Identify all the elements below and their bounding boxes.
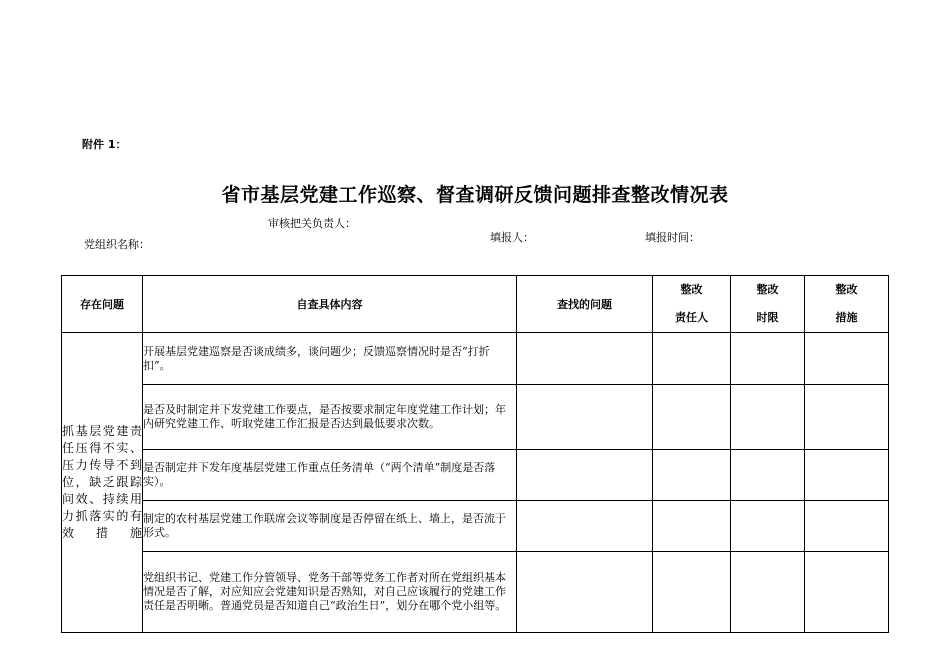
measures-cell[interactable]	[805, 450, 889, 501]
attachment-label: 附件 1：	[82, 138, 127, 151]
header-deadline-line1: 整改	[756, 283, 779, 296]
found-cell[interactable]	[517, 450, 653, 501]
filler-label: 填报人：	[490, 231, 534, 244]
content-cell: 党组织书记、党建工作分管领导、党务干部等党务工作者对所在党组织基本情况是否了解，对应知应会党建知识是否熟知，对自己应该履行的党建工作责任是否明晰。普通党员是否知道自己“政治生日”，划分在哪个党小组等。	[143, 552, 517, 633]
organization-label: 党组织名称：	[84, 238, 150, 251]
deadline-cell[interactable]	[731, 552, 805, 633]
responsible-cell[interactable]	[653, 450, 731, 501]
found-cell[interactable]	[517, 333, 653, 385]
header-deadline-line2: 时限	[756, 311, 779, 324]
header-issue: 存在问题	[62, 276, 143, 333]
measures-cell[interactable]	[805, 385, 889, 450]
fill-date-label: 填报时间：	[645, 231, 700, 244]
responsible-cell[interactable]	[653, 552, 731, 633]
header-content: 自查具体内容	[143, 276, 517, 333]
issue-cell: 抓基层党建责任压得不实、压力传导不到位，缺乏跟踪问效、持续用力抓落实的有效措施	[62, 333, 143, 633]
found-cell[interactable]	[517, 552, 653, 633]
table-row	[62, 552, 889, 633]
content-cell: 制定的农村基层党建工作联席会议等制度是否停留在纸上、墙上，是否流于形式。	[143, 501, 517, 552]
deadline-cell[interactable]	[731, 333, 805, 385]
measures-cell[interactable]	[805, 333, 889, 385]
header-measures	[805, 276, 889, 333]
found-cell[interactable]	[517, 501, 653, 552]
responsible-cell[interactable]	[653, 385, 731, 450]
header-found: 查找的问题	[517, 276, 653, 333]
found-cell[interactable]	[517, 385, 653, 450]
deadline-cell[interactable]	[731, 385, 805, 450]
responsible-cell[interactable]	[653, 501, 731, 552]
measures-cell[interactable]	[805, 501, 889, 552]
reviewer-label: 审核把关负责人：	[268, 217, 356, 230]
table-row	[62, 333, 889, 385]
header-measures-line1: 整改	[835, 283, 858, 296]
measures-cell[interactable]	[805, 552, 889, 633]
content-cell: 开展基层党建巡察是否谈成绩多，谈问题少；反馈巡察情况时是否“打折扣”。	[143, 333, 517, 385]
header-responsible-person-line2: 责任人	[675, 311, 708, 324]
deadline-cell[interactable]	[731, 450, 805, 501]
header-responsible-person-line1: 整改	[680, 283, 703, 296]
content-cell: 是否制定并下发年度基层党建工作重点任务清单（“两个清单”制度是否落实）。	[143, 450, 517, 501]
page-title: 省市基层党建工作巡察、督查调研反馈问题排查整改情况表	[221, 184, 729, 206]
table-header-row	[62, 276, 889, 333]
content-cell: 是否及时制定并下发党建工作要点，是否按要求制定年度党建工作计划；年内研究党建工作、听取党建工作汇报是否达到最低要求次数。	[143, 385, 517, 450]
rectification-table	[61, 275, 889, 633]
deadline-cell[interactable]	[731, 501, 805, 552]
table-row	[62, 501, 889, 552]
responsible-cell[interactable]	[653, 333, 731, 385]
table-row	[62, 450, 889, 501]
table-row	[62, 385, 889, 450]
header-deadline	[731, 276, 805, 333]
header-measures-line2: 措施	[835, 311, 858, 324]
header-responsible-person	[653, 276, 731, 333]
